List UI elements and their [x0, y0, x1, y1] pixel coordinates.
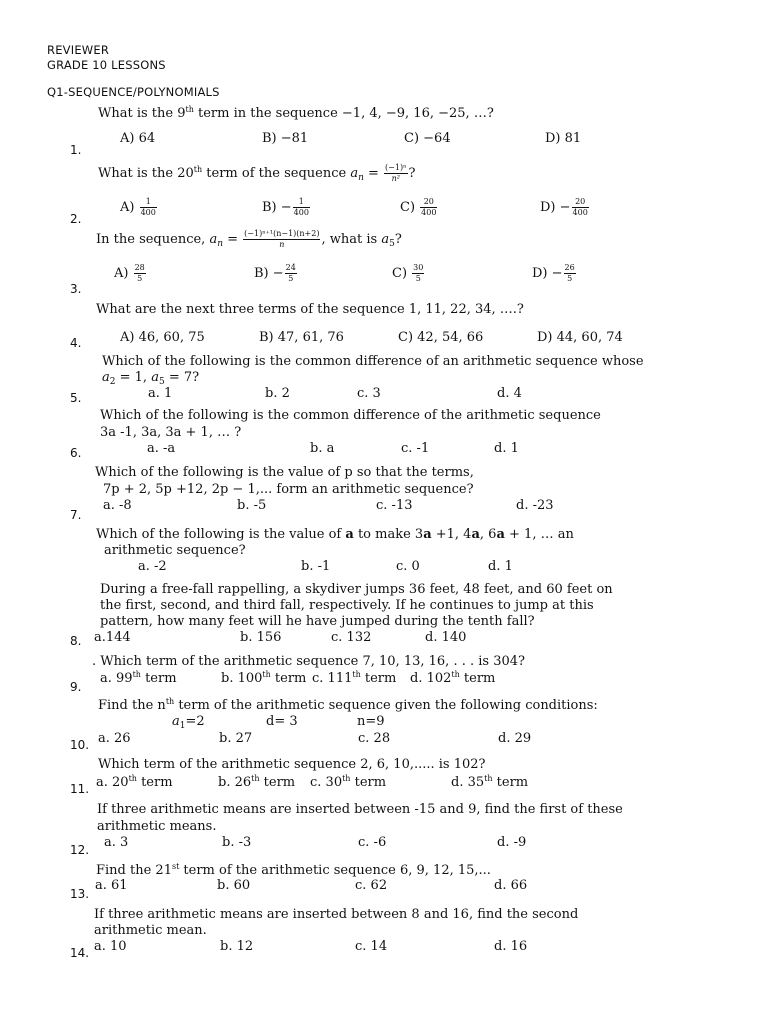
- question-7-option-d: d. -23: [516, 498, 554, 513]
- question-5-option-b: b. 2: [265, 386, 290, 401]
- header-line-grade: GRADE 10 LESSONS: [47, 58, 166, 72]
- question-unnumbered-option-c: c. 0: [396, 559, 420, 574]
- question-1-number: 1.: [70, 143, 82, 157]
- question-2-number: 2.: [70, 212, 82, 226]
- question-13-option-a: a. 61: [95, 878, 128, 893]
- question-7-option-c: c. -13: [376, 498, 413, 513]
- question-1-option-b: B) −81: [262, 131, 309, 146]
- question-unnumbered-stem-line2: arithmetic sequence?: [104, 543, 246, 558]
- question-14-option-a: a. 10: [94, 939, 127, 954]
- question-2-option-a: A) $\frac{1}{400}$: [120, 197, 156, 217]
- question-14-stem-line2: arithmetic mean.: [94, 923, 207, 938]
- question-8-number: 8.: [70, 634, 82, 648]
- question-1-stem: What is the 9th term in the sequence −1, 4, −9, 16, −25, …?: [98, 105, 494, 121]
- question-8-stem: During a free-fall rappelling, a skydiver jumps 36 feet, 48 feet, and 60 feet on: [100, 582, 613, 597]
- question-6-number: 6.: [70, 446, 82, 460]
- question-3-option-a: A) $\frac{28}{5}$: [114, 263, 145, 283]
- question-10-condition-d: d= 3: [266, 714, 298, 729]
- question-6-option-c: c. -1: [401, 441, 430, 456]
- question-10-condition-a1: $a_1=2$: [172, 714, 205, 731]
- question-3-option-c: C) $\frac{30}{5}$: [392, 263, 424, 283]
- question-unnumbered-option-d: d. 1: [488, 559, 513, 574]
- question-12-stem: If three arithmetic means are inserted between -15 and 9, find the first of these: [97, 802, 623, 817]
- question-unnumbered-option-b: b. -1: [301, 559, 331, 574]
- question-13-option-b: b. 60: [217, 878, 251, 893]
- section-title: Q1-SEQUENCE/POLYNOMIALS: [47, 85, 220, 99]
- question-5-stem: Which of the following is the common difference of an arithmetic sequence whose: [102, 354, 644, 369]
- question-12-stem-line2: arithmetic means.: [97, 819, 217, 834]
- question-10-option-b: b. 27: [219, 731, 253, 746]
- question-7-option-b: b. -5: [237, 498, 267, 513]
- question-14-option-b: b. 12: [220, 939, 254, 954]
- question-9-option-d: d. 102th term: [410, 670, 496, 686]
- question-10-number: 10.: [70, 738, 90, 752]
- question-11-number: 11.: [70, 782, 90, 796]
- question-unnumbered-option-a: a. -2: [138, 559, 167, 574]
- question-13-option-c: c. 62: [355, 878, 388, 893]
- question-unnumbered-stem: Which of the following is the value of a to make 3a +1, 4a, 6a + 1, … an: [96, 527, 574, 542]
- question-2-option-d: D) − $\frac{20}{400}$: [540, 197, 588, 217]
- question-11-stem: Which term of the arithmetic sequence 2, 6, 10,..... is 102?: [98, 757, 486, 772]
- question-6-option-b: b. a: [310, 441, 335, 456]
- question-4-option-c: C) 42, 54, 66: [398, 330, 484, 345]
- question-8-stem-line2: the first, second, and third fall, respectively. If he continues to jump at this: [100, 598, 594, 613]
- question-7-stem-line2: 7p + 2, 5p +12, 2p − 1,... form an arithmetic sequence?: [103, 482, 474, 497]
- question-12-option-a: a. 3: [104, 835, 129, 850]
- question-8-option-b: b. 156: [240, 630, 282, 645]
- question-4-stem: What are the next three terms of the sequence 1, 11, 22, 34, ….?: [96, 302, 524, 317]
- question-8-option-d: d. 140: [425, 630, 467, 645]
- question-12-option-d: d. -9: [497, 835, 527, 850]
- question-1-option-a: A) 64: [120, 131, 156, 146]
- question-10-option-a: a. 26: [98, 731, 131, 746]
- question-12-number: 12.: [70, 843, 90, 857]
- question-11-option-c: c. 30th term: [310, 774, 387, 790]
- question-7-number: 7.: [70, 508, 82, 522]
- question-5-stem-line2: $a_2 = 1$, $a_5 = 7$?: [102, 370, 200, 387]
- question-4-number: 4.: [70, 336, 82, 350]
- question-11-option-b: b. 26th term: [218, 774, 296, 790]
- question-2-formula-fraction: $\frac{\text{(−1)ⁿ}}{\text{n²}}$: [385, 163, 407, 183]
- question-5-option-c: c. 3: [357, 386, 381, 401]
- question-8-stem-line3: pattern, how many feet will he have jumped during the tenth fall?: [100, 614, 535, 629]
- question-9-option-b: b. 100th term: [221, 670, 307, 686]
- question-3-option-d: D) − $\frac{26}{5}$: [532, 263, 575, 283]
- question-12-option-c: c. -6: [358, 835, 387, 850]
- question-9-stem: . Which term of the arithmetic sequence 7, 10, 13, 16, . . . is 304?: [92, 654, 525, 669]
- question-7-stem: Which of the following is the value of p so that the terms,: [95, 465, 474, 480]
- question-11-option-d: d. 35th term: [451, 774, 529, 790]
- question-13-option-d: d. 66: [494, 878, 528, 893]
- question-14-number: 14.: [70, 946, 90, 960]
- question-10-condition-n: n=9: [357, 714, 385, 729]
- question-5-option-d: d. 4: [497, 386, 522, 401]
- question-3-formula-fraction: $\frac{\text{(−1)ⁿ⁺¹(n−1)(n+2)}}{n}$: [244, 229, 320, 249]
- question-13-stem: Find the 21st term of the arithmetic sequence 6, 9, 12, 15,...: [96, 862, 491, 878]
- question-4-option-b: B) 47, 61, 76: [259, 330, 344, 345]
- question-3-number: 3.: [70, 282, 82, 296]
- question-3-stem: In the sequence, $a_n$ = $\frac{\text{(−1)ⁿ⁺¹(n−1)(n+2)}}{n}$ , what is $a_5$?: [96, 229, 402, 249]
- question-9-option-c: c. 111th term: [312, 670, 397, 686]
- question-7-option-a: a. -8: [103, 498, 132, 513]
- question-14-stem: If three arithmetic means are inserted between 8 and 16, find the second: [94, 907, 579, 922]
- question-9-number: 9.: [70, 680, 82, 694]
- question-9-option-a: a. 99th term: [100, 670, 177, 686]
- question-1-option-d: D) 81: [545, 131, 582, 146]
- header-line-reviewer: REVIEWER: [47, 43, 110, 57]
- question-10-option-d: d. 29: [498, 731, 532, 746]
- question-2-option-b: B) − $\frac{1}{400}$: [262, 197, 309, 217]
- question-12-option-b: b. -3: [222, 835, 252, 850]
- question-4-option-a: A) 46, 60, 75: [120, 330, 205, 345]
- question-6-stem-line2: 3a -1, 3a, 3a + 1, … ?: [100, 425, 242, 440]
- question-6-stem: Which of the following is the common difference of the arithmetic sequence: [100, 408, 601, 423]
- question-2-stem: What is the 20th term of the sequence $a_n$ = $\frac{\text{(−1)ⁿ}}{\text{n²}}$ ?: [98, 163, 416, 183]
- question-10-option-c: c. 28: [358, 731, 391, 746]
- question-14-option-c: c. 14: [355, 939, 388, 954]
- question-8-option-c: c. 132: [331, 630, 372, 645]
- question-4-option-d: D) 44, 60, 74: [537, 330, 623, 345]
- question-14-option-d: d. 16: [494, 939, 528, 954]
- question-2-option-c: C) $\frac{20}{400}$: [400, 197, 437, 217]
- question-5-number: 5.: [70, 391, 82, 405]
- question-3-option-b: B) − $\frac{24}{5}$: [254, 263, 296, 283]
- question-6-option-d: d. 1: [494, 441, 519, 456]
- question-10-stem: Find the $n^{th}$ term of the arithmetic sequence given the following conditions:: [98, 697, 598, 713]
- question-11-option-a: a. 20th term: [96, 774, 173, 790]
- question-1-option-c: C) −64: [404, 131, 451, 146]
- question-8-option-a: a.144: [94, 630, 131, 645]
- question-5-option-a: a. 1: [148, 386, 173, 401]
- question-6-option-a: a. -a: [147, 441, 176, 456]
- question-13-number: 13.: [70, 887, 90, 901]
